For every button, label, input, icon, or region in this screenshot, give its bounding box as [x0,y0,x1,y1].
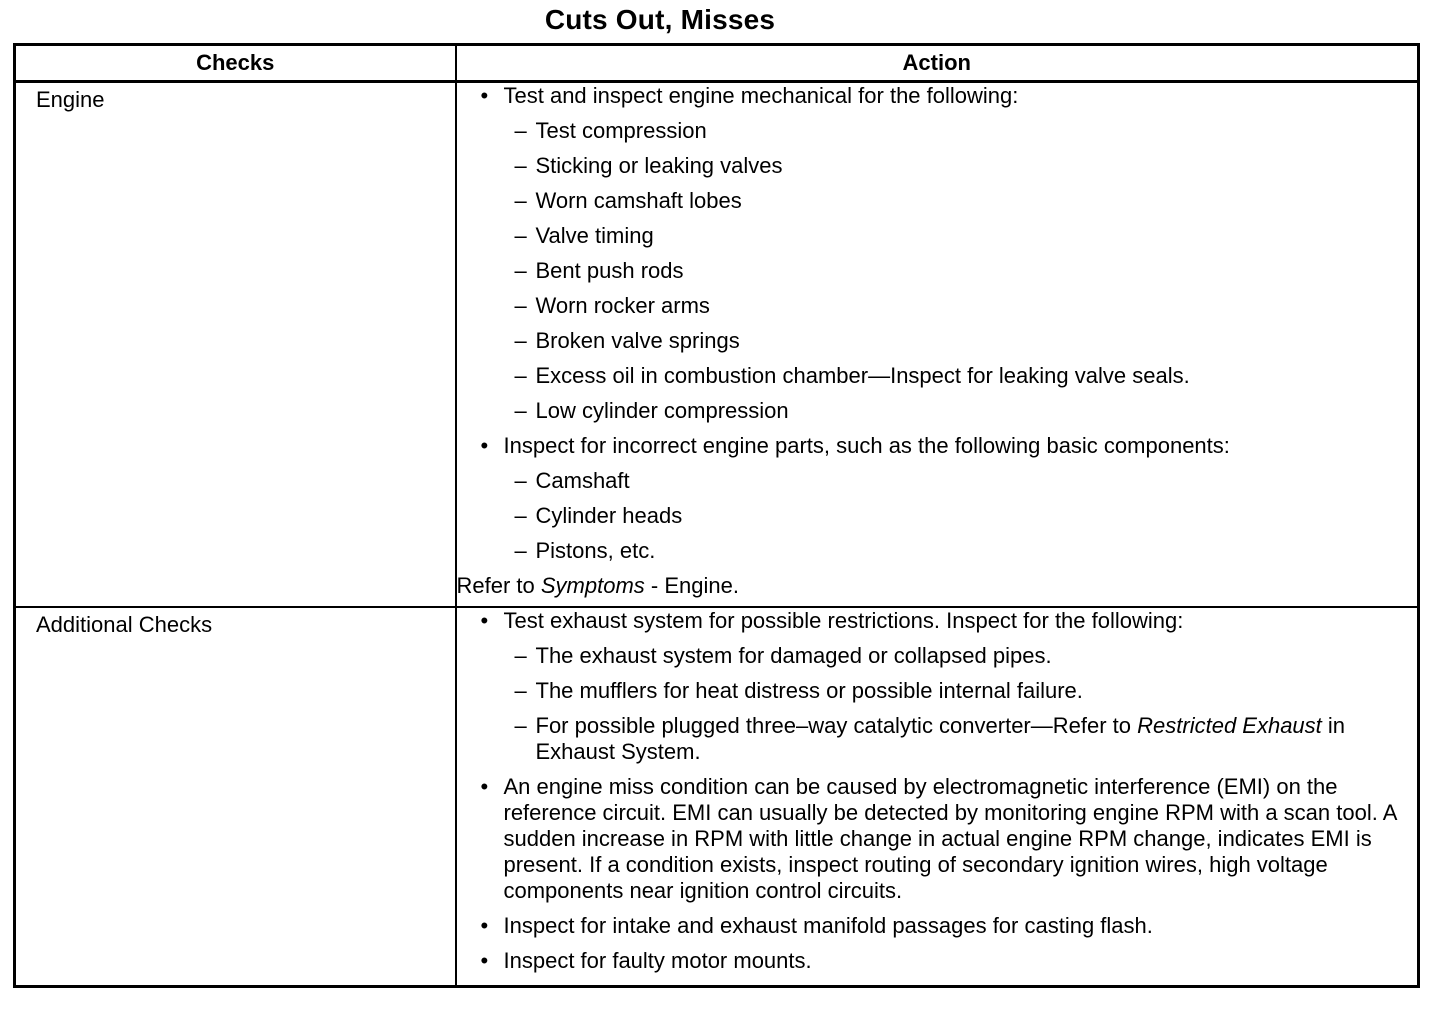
bullet-item [457,948,1418,974]
bullet-item [457,608,1418,634]
bullet-item [457,913,1418,939]
bullet-icon: • [480,433,489,458]
sub-item [457,223,1418,249]
sub-item [457,643,1418,669]
dash-icon: – [514,677,527,703]
dash-icon: – [514,503,527,528]
sub-item-text: Pistons, etc. [535,538,656,563]
sub-item [457,538,1418,564]
dash-icon: – [514,258,527,283]
dash-icon: – [514,188,527,213]
sub-item [457,398,1418,424]
dash-icon: – [514,363,527,388]
checks-table [13,43,1420,988]
refer-suffix: - Engine. [644,573,739,598]
sub-item [457,153,1418,179]
sub-item [457,293,1418,319]
bullet-icon: • [480,773,489,799]
action-cell [456,82,1419,607]
dash-icon: – [514,642,527,668]
sub-item [457,503,1418,529]
refer-italic: Symptoms [540,573,645,598]
check-cell [15,82,456,607]
sub-item-text: Excess oil in combustion chamber—Inspect for leaking valve seals. [535,363,1190,388]
dash-icon: – [514,468,527,493]
bullet-text: Inspect for incorrect engine parts, such as the following basic components: [503,433,1230,458]
check-name: Additional Checks [36,611,213,637]
bullet-icon: • [480,607,489,633]
sub-item-text: Worn rocker arms [535,293,710,318]
bullet-icon: • [480,912,489,938]
sub-item-suffix: in Exhaust System. [535,712,1346,764]
sub-item-text: Low cylinder compression [535,398,789,423]
sub-item-text: The exhaust system for damaged or collapsed pipes. [535,642,1052,668]
bullet-text: Test exhaust system for possible restrictions. Inspect for the following: [503,607,1184,633]
bullet-item [457,774,1418,904]
sub-item [457,188,1418,214]
sub-item-text: Cylinder heads [535,503,683,528]
sub-item-text: Sticking or leaking valves [535,153,783,178]
bullet-item [457,83,1418,109]
table-row [15,607,1419,987]
dash-icon: – [514,712,527,738]
sub-item-text: Bent push rods [535,258,684,283]
check-cell [15,607,456,987]
sub-item [457,713,1418,765]
dash-icon: – [514,538,527,563]
table-row [15,82,1419,607]
dash-icon: – [514,118,527,143]
bullet-text: Inspect for intake and exhaust manifold passages for casting flash. [503,912,1153,938]
sub-item-text: Valve timing [535,223,654,248]
bullet-icon: • [480,83,489,108]
sub-item-text: The mufflers for heat distress or possible internal failure. [535,677,1083,703]
dash-icon: – [514,153,527,178]
sub-item [457,363,1418,389]
refer-prefix: Refer to [456,573,541,598]
sub-item-text: Camshaft [535,468,630,493]
header-checks: Checks [15,45,456,82]
bullet-text: Inspect for faulty motor mounts. [503,947,812,973]
bullet-item [457,433,1418,459]
sub-item [457,678,1418,704]
header-action: Action [456,45,1419,82]
bullet-icon: • [480,947,489,973]
sub-item-prefix: For possible plugged three–way catalytic converter—Refer to [535,712,1138,738]
check-name: Engine [36,87,105,112]
sub-item-text: Worn camshaft lobes [535,188,742,213]
dash-icon: – [514,328,527,353]
page-title: Cuts Out, Misses [544,4,776,35]
refer-note [457,573,1418,599]
sub-item-text: Test compression [535,118,707,143]
dash-icon: – [514,223,527,248]
bullet-text: Test and inspect engine mechanical for the following: [503,83,1019,108]
sub-item [457,258,1418,284]
sub-item [457,468,1418,494]
bullet-text: An engine miss condition can be caused by electromagnetic interference (EMI) on the reference circuit. EMI can usually be detected by monitoring engine RPM with a scan tool. A sudden increase in RPM with little change in actual engine RPM change, indicates EMI is present. If a condition exists, inspect routing of secondary ignition wires, high voltage components near ignition control circuits. [503,773,1397,903]
sub-item [457,118,1418,144]
sub-item-text: Broken valve springs [535,328,740,353]
sub-item-italic: Restricted Exhaust [1137,712,1322,738]
dash-icon: – [514,398,527,423]
table-header-row [15,45,1419,82]
sub-item [457,328,1418,354]
action-cell [456,607,1419,987]
dash-icon: – [514,293,527,318]
